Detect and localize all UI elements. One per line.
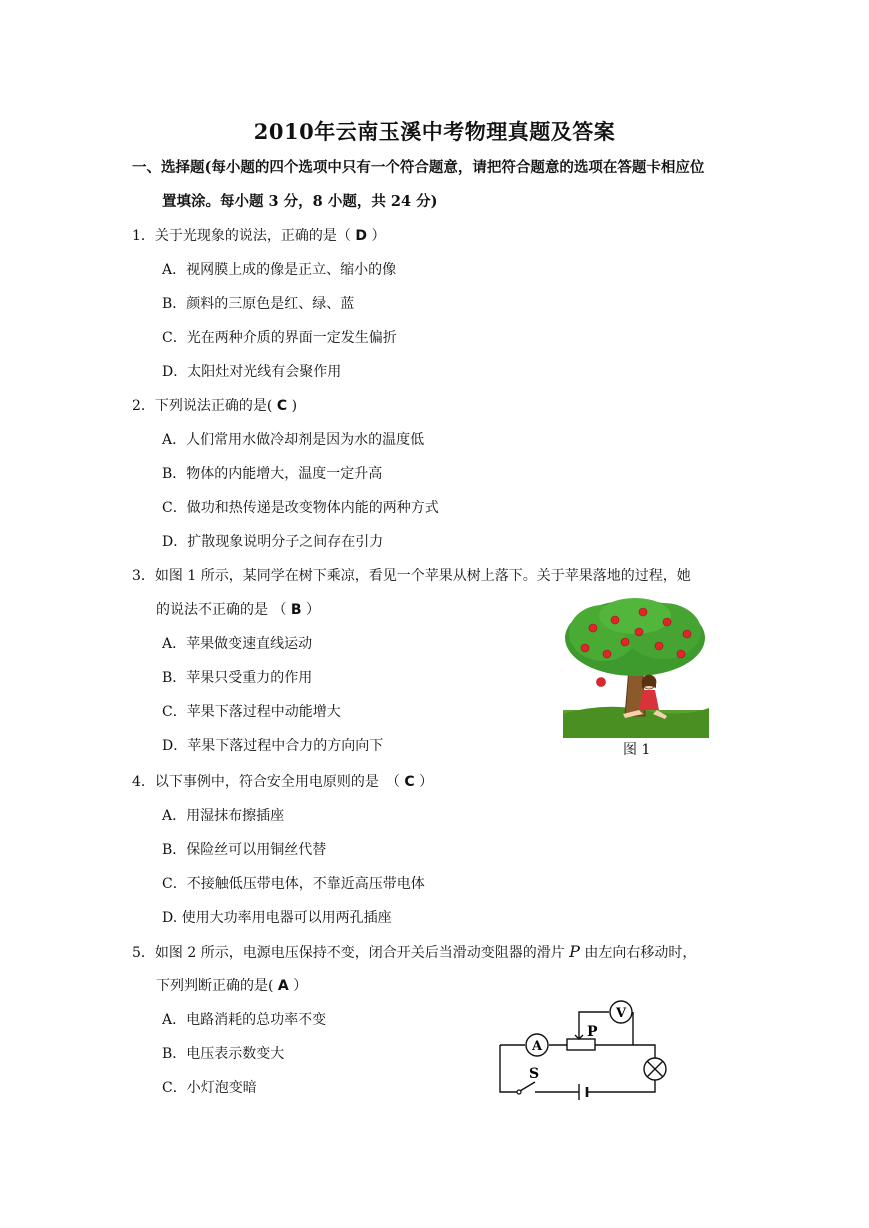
question-3-option-a: A．苹果做变速直线运动 — [162, 636, 313, 652]
switch-symbol — [517, 1066, 539, 1094]
question-1-option-a: A．视网膜上成的像是正立、缩小的像 — [162, 262, 397, 278]
falling-apple — [597, 678, 606, 687]
section-heading-line2: 置填涂。每小题 3 分，8 小题，共 24 分) — [162, 193, 438, 210]
svg-text:A: A — [531, 1039, 543, 1054]
ammeter-symbol — [526, 1034, 548, 1056]
lamp-symbol — [644, 1058, 666, 1080]
question-2-option-d: D．扩散现象说明分子之间存在引力 — [162, 534, 384, 550]
question-2-option-b: B．物体的内能增大，温度一定升高 — [162, 466, 383, 482]
circuit-diagram — [495, 998, 675, 1102]
question-5-stem: 5．如图 2 所示，电源电压保持不变，闭合开关后当滑动变阻器的滑片 P 由左向右移动时， — [132, 942, 697, 961]
question-4-answer: C — [404, 774, 415, 790]
voltmeter-symbol — [610, 1001, 632, 1023]
question-3-answer: B — [290, 602, 302, 618]
question-1-option-d: D．太阳灶对光线有会聚作用 — [162, 364, 342, 380]
page-title: 2010年云南玉溪中考物理真题及答案 — [253, 119, 616, 144]
question-5-option-a: A．电路消耗的总功率不变 — [162, 1012, 327, 1028]
svg-text:S: S — [529, 1066, 540, 1082]
question-5-stem-continued: 下列判断正确的是( A ） — [156, 978, 308, 994]
question-1-stem: 1．关于光现象的说法，正确的是（ D ） — [132, 228, 386, 244]
question-4-stem: 4．以下事例中，符合安全用电原则的是 （ C ） — [132, 774, 434, 790]
question-5-option-c: C．小灯泡变暗 — [162, 1080, 257, 1096]
rheostat-symbol — [567, 1024, 598, 1050]
question-3-stem: 3．如图 1 所示，某同学在树下乘凉，看见一个苹果从树上落下。关于苹果落地的过程，她 — [132, 568, 691, 584]
question-2-stem: 2．下列说法正确的是( C ) — [132, 398, 298, 414]
question-3-option-c: C．苹果下落过程中动能增大 — [162, 704, 341, 720]
question-3-option-d: D．苹果下落过程中合力的方向向下 — [162, 738, 384, 754]
question-4-option-b: B．保险丝可以用铜丝代替 — [162, 842, 327, 858]
battery-symbol — [579, 1084, 587, 1100]
figure-1-caption: 图 1 — [623, 742, 651, 758]
question-3-option-b: B．苹果只受重力的作用 — [162, 670, 313, 686]
question-1-answer: D — [355, 228, 367, 244]
question-5-variable-p: P — [569, 942, 580, 961]
question-2-option-a: A．人们常用水做冷却剂是因为水的温度低 — [162, 432, 425, 448]
question-4-option-c: C．不接触低压带电体，不靠近高压带电体 — [162, 876, 425, 892]
question-4-option-a: A．用湿抹布擦插座 — [162, 808, 285, 824]
question-2-option-c: C．做功和热传递是改变物体内能的两种方式 — [162, 500, 439, 516]
question-5-option-b: B．电压表示数变大 — [162, 1046, 285, 1062]
section-heading-line1: 一、选择题(每小题的四个选项中只有一个符合题意，请把符合题意的选项在答题卡相应位 — [132, 159, 705, 176]
question-4-option-d: D. 使用大功率用电器可以用两孔插座 — [162, 910, 392, 926]
question-1-option-c: C．光在两种介质的界面一定发生偏折 — [162, 330, 397, 346]
apple-tree-figure — [563, 598, 709, 738]
svg-text:P: P — [587, 1024, 598, 1040]
question-5-answer: A — [277, 978, 289, 994]
question-3-stem-continued: 的说法不正确的是 （ B ） — [156, 602, 321, 618]
question-1-option-b: B．颜料的三原色是红、绿、蓝 — [162, 296, 355, 312]
svg-text:V: V — [615, 1006, 627, 1021]
question-2-answer: C — [276, 398, 288, 414]
